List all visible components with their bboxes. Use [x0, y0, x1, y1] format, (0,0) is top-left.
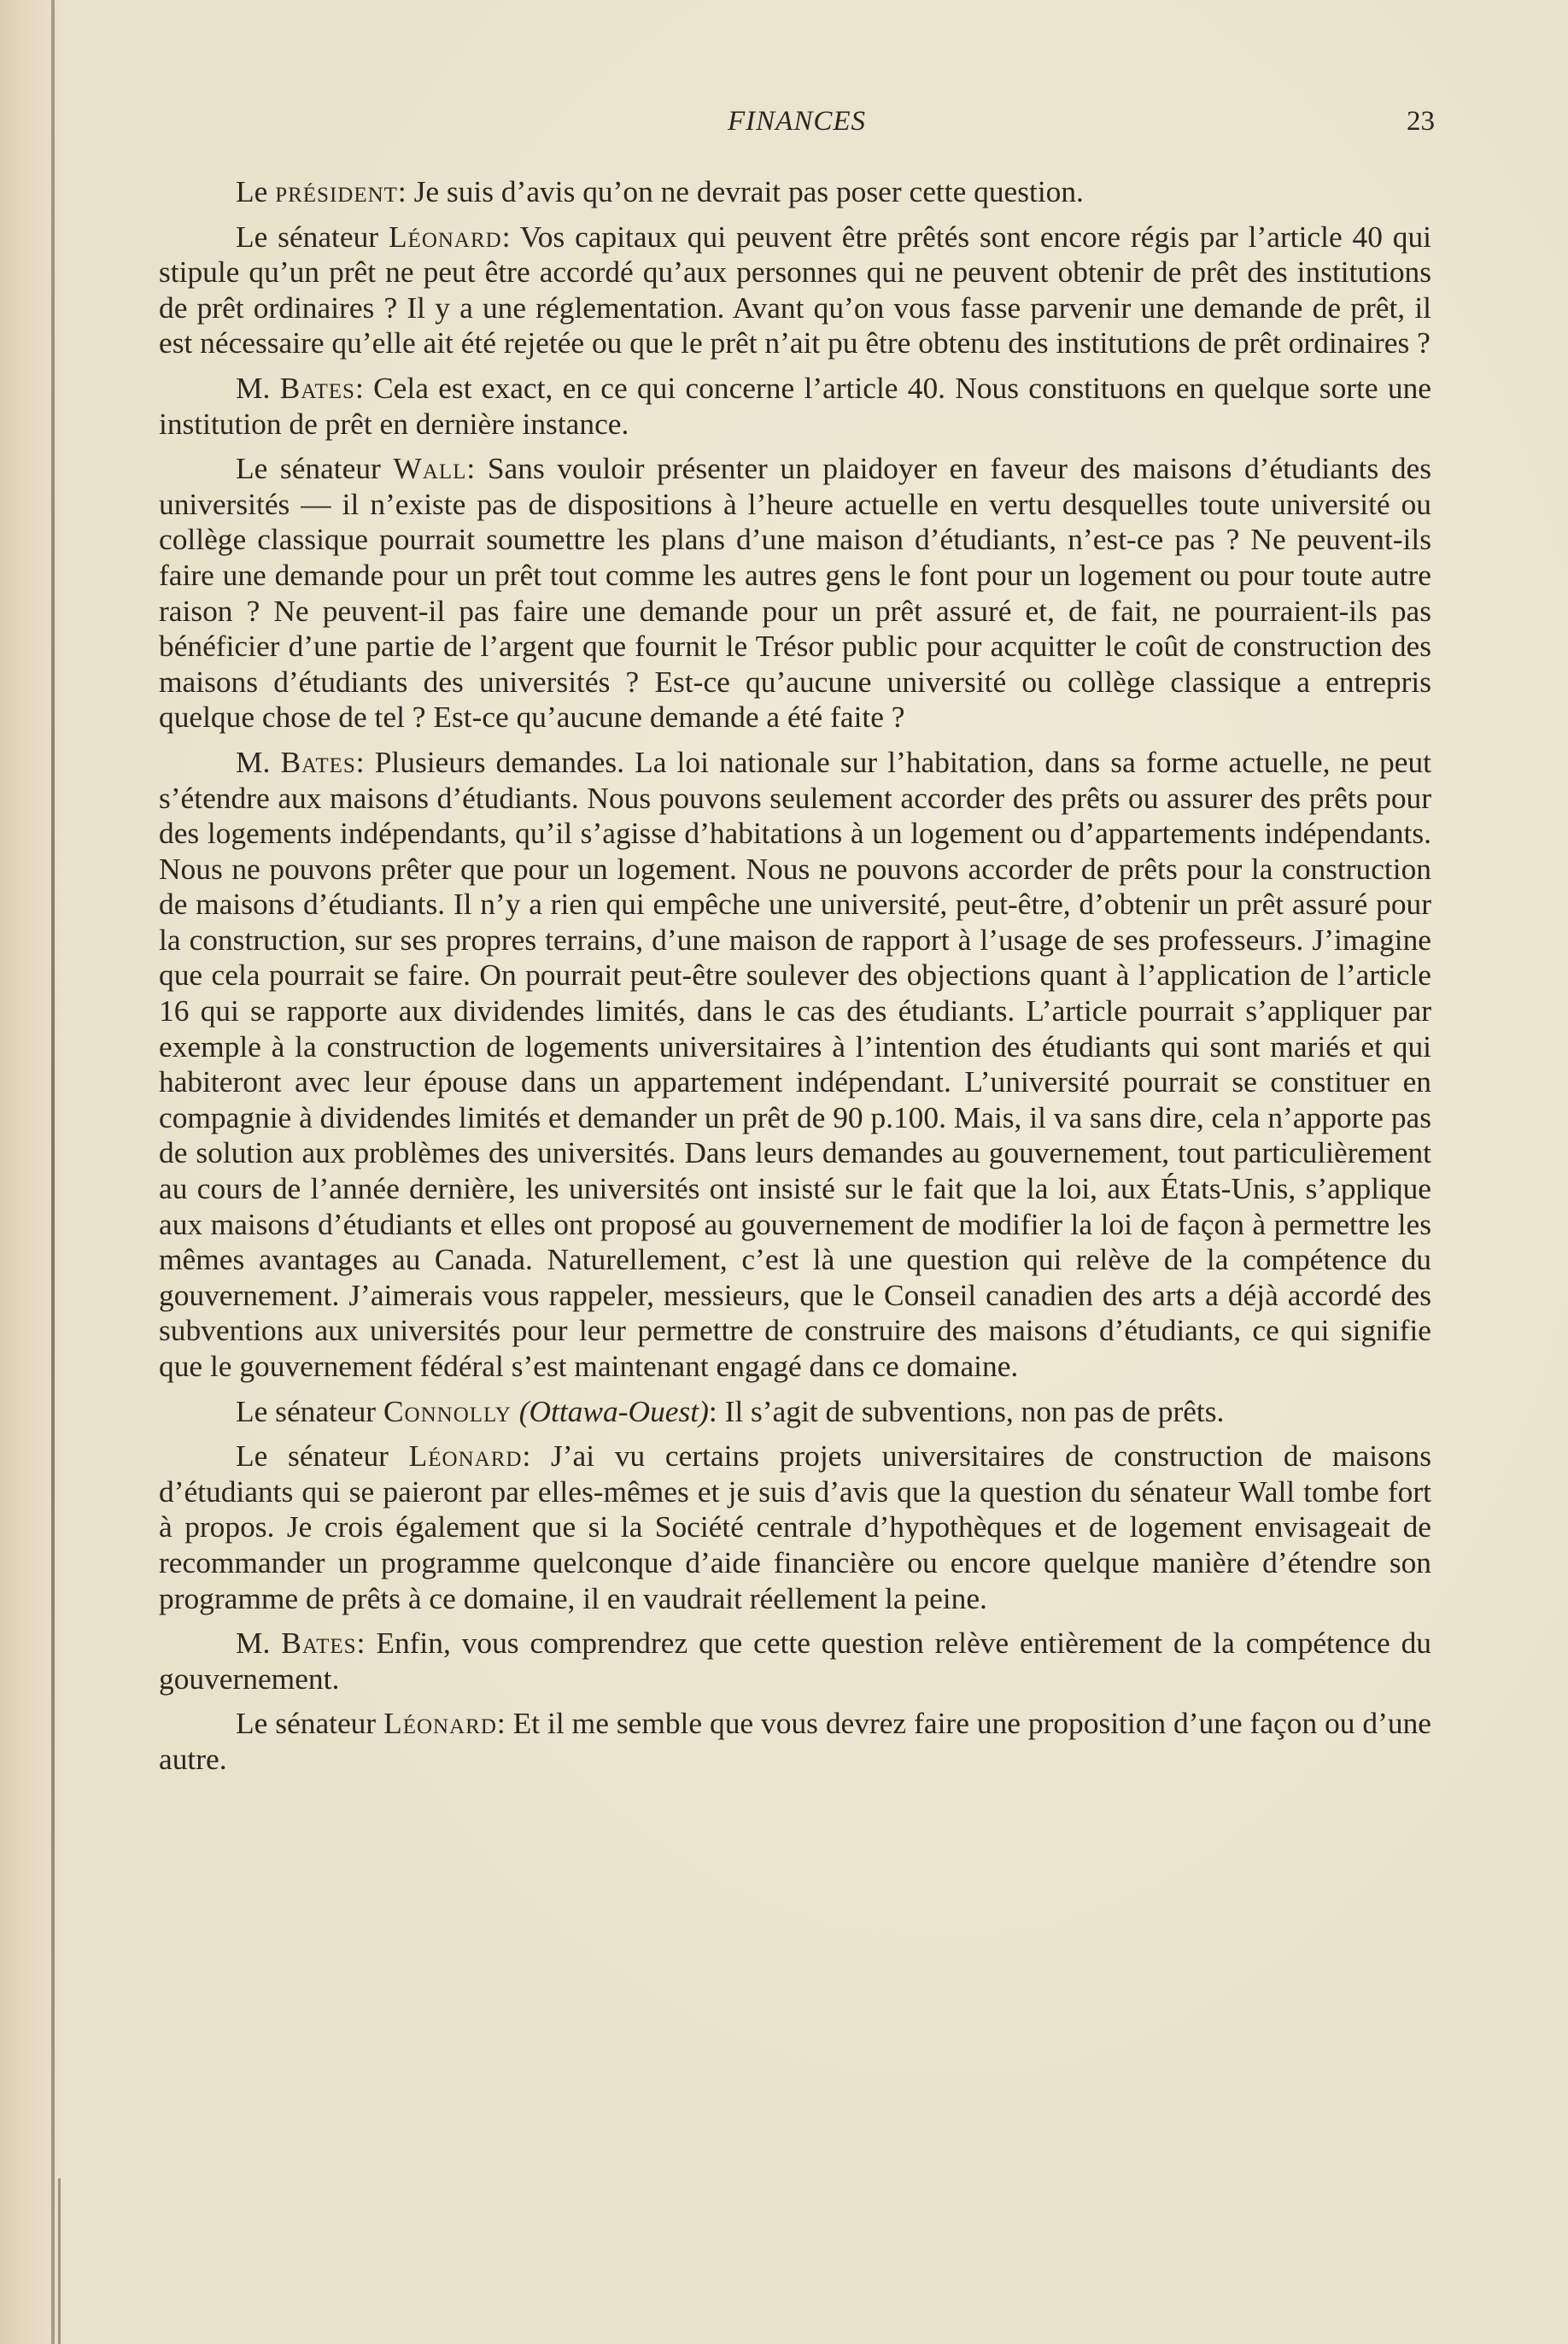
paragraph-text: Enfin, vous comprendrez que cette question relève entièrement de la compétence du gouvernement. [159, 1626, 1431, 1696]
paragraph-text: Je suis d’avis qu’on ne devrait pas poser cette question. [413, 174, 1084, 208]
paragraph-text: Et il me semble que vous devrez faire une proposition d’une façon ou d’une autre. [159, 1706, 1431, 1776]
paragraph [159, 174, 1431, 210]
paragraph [159, 1706, 1431, 1777]
speaker-name: Connolly [383, 1393, 512, 1428]
running-head: FINANCES [728, 106, 866, 137]
spine-shadow-lower [58, 2178, 61, 2344]
speaker-name: Léonard [383, 1706, 497, 1741]
speaker-title: M. [236, 370, 280, 405]
speaker-title: M. [236, 744, 281, 779]
speaker-separator: : [501, 219, 520, 254]
page-header [159, 106, 1435, 149]
speaker-separator: : [522, 1439, 551, 1474]
paragraph-text: Vos capitaux qui peuvent être prêtés sont encore régis par l’article 40 qui stipule qu’un prêt ne peut être accordé qu’aux personnes qui ne peuvent obtenir de prêt des institutions de prêt ordinaires ? Il y a une réglementation. Avant qu’on vous fasse parvenir une demande de prêt, il est nécessaire qu’elle ait été rejetée ou que le prêt n’ait pu être obtenu des institutions de prêt ordinaires ? [159, 219, 1431, 360]
paragraph-text: Plusieurs demandes. La loi nationale sur l’habitation, dans sa forme actuelle, ne peut s’étendre aux maisons d’étudiants. Nous pouvons seulement accorder des prêts ou assurer des prêts pour des logements indépendants, qu’il s’agisse d’habitations à un logement ou d’appartements indépendants. Nous ne pouvons prêter que pour un logement. Nous ne pouvons accorder de prêts pour la construction de maisons d’étudiants. Il n’y a rien qui empêche une université, peut-être, d’obtenir un prêt assuré pour la construction, sur ses propres terrains, d’une maison de rapport à l’usage de ses professeurs. J’imagine que cela pourrait se faire. On pourrait peut-être soulever des objections quant à l’application de l’article 16 qui se rapporte aux dividendes limités, dans le cas des étudiants. L’article pourrait s’appliquer par exemple à la construction de logements universitaires à l’intention des étudiants qui sont mariés et qui habiteront avec leur épouse dans un appartement indépendant. L’université pourrait se constituer en compagnie à dividendes limités et demander un prêt de 90 p.100. Mais, il va sans dire, cela n’apporte pas de solution aux problèmes des universités. Dans leurs demandes au gouvernement, tout particulièrement au cours de l’année dernière, les universités ont insisté sur le fait que la loi, aux États-Unis, s’applique aux maisons d’étudiants et elles ont proposé au gouvernement de modifier la loi de façon à permettre les mêmes avantages au Canada. Naturellement, c’est là une question qui relève de la compétence du gouvernement. J’aimerais vous rappeler, messieurs, que le Conseil canadien des arts a déjà accordé des subventions aux universités pour leur permettre de construire des maisons d’étudiants, ce qui signifie que le gouvernement fédéral s’est maintenant engagé dans ce domaine. [159, 744, 1431, 1383]
paragraph [159, 1394, 1431, 1430]
speaker-name: Bates [279, 370, 355, 405]
speaker-riding: (Ottawa-Ouest) [518, 1393, 709, 1428]
speaker-name: Wall [393, 451, 467, 486]
speaker-title: Le sénateur [236, 1439, 409, 1474]
speaker-name: Léonard [388, 219, 502, 254]
speaker-separator: : [354, 370, 374, 405]
speaker-separator [512, 1394, 519, 1428]
speaker-title: Le sénateur [236, 219, 389, 254]
paragraph-text: J’ai vu certains projets universitaires de construction de maisons d’étudiants qui se paieront par elles-mêmes et je suis d’avis que la question du sénateur Wall tombe fort à propos. Je crois également que si la Société centrale d’hypothèques et de logement envisageait de recommander un programme quelconque d’aide financière ou encore quelque manière d’étendre son programme de prêts à ce domaine, il en vaudrait réellement la peine. [159, 1439, 1431, 1615]
speaker-name: Bates [281, 1626, 357, 1661]
body-text [159, 174, 1431, 1787]
speaker-separator: : [356, 1626, 377, 1661]
spine-shadow [51, 0, 55, 2344]
speaker-name: Léonard [408, 1439, 523, 1474]
speaker-title: Le [236, 174, 276, 208]
paragraph [159, 1626, 1431, 1696]
speaker-name: président [275, 174, 398, 208]
paragraph [159, 371, 1431, 442]
paragraph-text: Il s’agit de subventions, non pas de prêts. [724, 1393, 1225, 1428]
speaker-title: M. [236, 1626, 282, 1661]
paragraph [159, 1439, 1431, 1616]
paragraph [159, 745, 1431, 1385]
speaker-title: Le sénateur [236, 451, 394, 486]
page-number: 23 [1407, 106, 1435, 137]
paragraph-text: Cela est exact, en ce qui concerne l’article 40. Nous constituons en quelque sorte une institution de prêt en dernière instance. [159, 370, 1431, 441]
paragraph [159, 451, 1431, 735]
speaker-title: Le sénateur [236, 1393, 383, 1428]
speaker-separator: : [496, 1706, 513, 1741]
speaker-title: Le sénateur [236, 1706, 384, 1741]
speaker-separator: : [466, 451, 488, 486]
speaker-separator: : [397, 174, 414, 208]
speaker-separator: : [708, 1393, 725, 1428]
speaker-name: Bates [280, 744, 356, 779]
paragraph-text: Sans vouloir présenter un plaidoyer en faveur des maisons d’étudiants des universités — il n’existe pas de dispositions à l’heure actuelle en vertu desquelles toute université ou collège classique pourrait soumettre les plans d’une maison d’étudiants, n’est-ce pas ? Ne peuvent-ils faire une demande pour un prêt tout comme les autres gens le font pour un logement ou pour toute autre raison ? Ne peuvent-il pas faire une demande pour un prêt assuré et, de fait, ne pourraient-ils pas bénéficier d’une partie de l’argent que fournit le Trésor public pour acquitter le coût de construction des maisons d’étudiants des universités ? Est-ce qu’aucune université ou collège classique a entrepris quelque chose de tel ? Est-ce qu’aucune demande a été faite ? [159, 451, 1431, 735]
speaker-separator: : [355, 744, 375, 779]
paragraph [159, 220, 1431, 361]
